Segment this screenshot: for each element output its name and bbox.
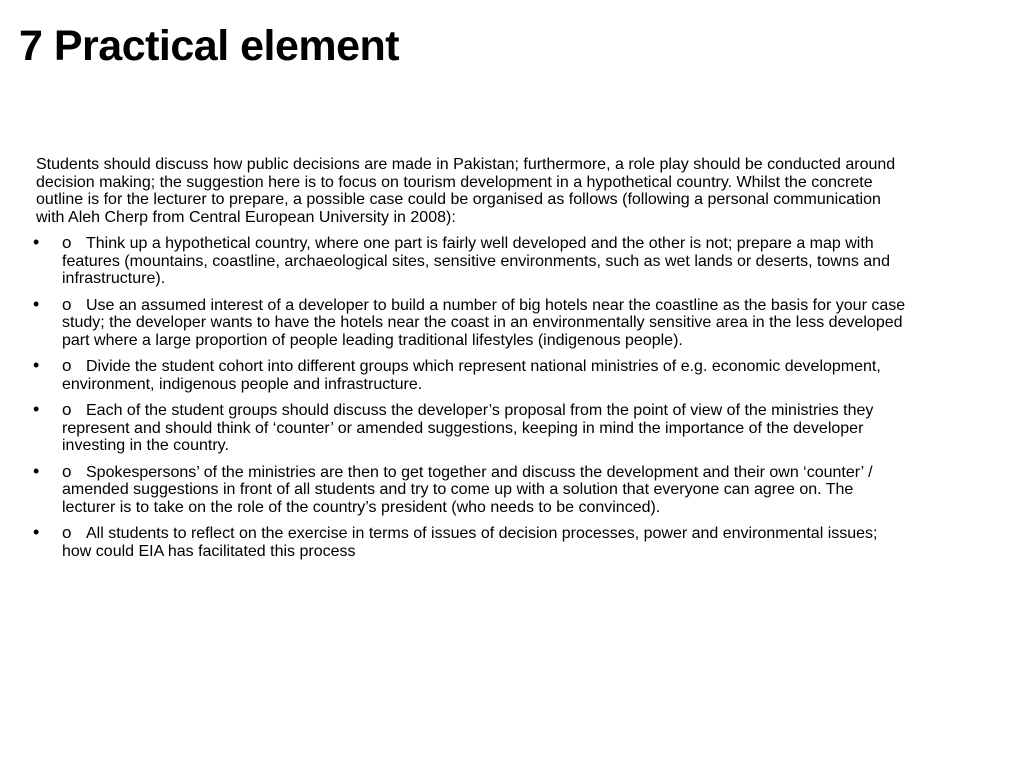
list-item (33, 460, 906, 517)
sub-bullet-icon: o (62, 523, 72, 542)
sub-bullet-icon: o (62, 400, 72, 419)
intro-paragraph: Students should discuss how public decisions are made in Pakistan; furthermore, a role play should be conducted around decision making; the suggestion here is to focus on tourism development in a hypothetical country. Whilst the concrete outline is for the lecturer to prepare, a possible case could be organised as follows (following a personal communication with Aleh Cherp from Central European University in 2008): (36, 156, 896, 226)
list-item (33, 522, 906, 560)
bullet-icon: • (33, 232, 40, 252)
slide-title: 7 Practical element (19, 22, 400, 70)
sub-bullet-icon: o (62, 294, 72, 314)
bullet-icon: • (33, 522, 40, 542)
bullet-list (33, 232, 906, 560)
sub-bullet-icon: o (62, 233, 72, 252)
list-item (33, 355, 906, 393)
list-item (33, 293, 906, 350)
bullet-icon: • (33, 399, 40, 419)
slide-body (33, 156, 906, 568)
list-item-text: Spokespersons’ of the ministries are then to get together and discuss the development and their own ‘counter’ / amended suggestions in front of all students and try to come up with a solution that everyone can agree on. The lecturer is to take on the role of the country’s president (who needs to be convinced). (62, 463, 873, 516)
bullet-icon: • (33, 355, 40, 375)
list-item (33, 399, 906, 455)
list-item-text: Each of the student groups should discuss the developer’s proposal from the point of view of the ministries they represent and should think of ‘counter’ or amended suggestions, keeping in mind the importance of the developer investing in the country. (62, 402, 874, 454)
bullet-icon: • (33, 293, 40, 314)
list-item (33, 232, 906, 288)
sub-bullet-icon: o (62, 461, 72, 481)
bullet-icon: • (33, 460, 40, 481)
list-item-text: Divide the student cohort into different groups which represent national ministries of e.g. economic development, environment, indigenous people and infrastructure. (62, 358, 881, 393)
list-item-text: Use an assumed interest of a developer to build a number of big hotels near the coastline as the basis for your case study; the developer wants to have the hotels near the coast in an environmentally sensitive area in the less developed part where a large proportion of people leading traditional lifestyles (indigenous people). (62, 296, 906, 349)
sub-bullet-icon: o (62, 356, 72, 375)
list-item-text: Think up a hypothetical country, where one part is fairly well developed and the other is not; prepare a map with features (mountains, coastline, archaeological sites, sensitive environments, such as wet lands or deserts, towns and infrastructure). (62, 235, 890, 287)
list-item-text: All students to reflect on the exercise in terms of issues of decision processes, power and environmental issues; how could EIA has facilitated this process (62, 525, 878, 560)
